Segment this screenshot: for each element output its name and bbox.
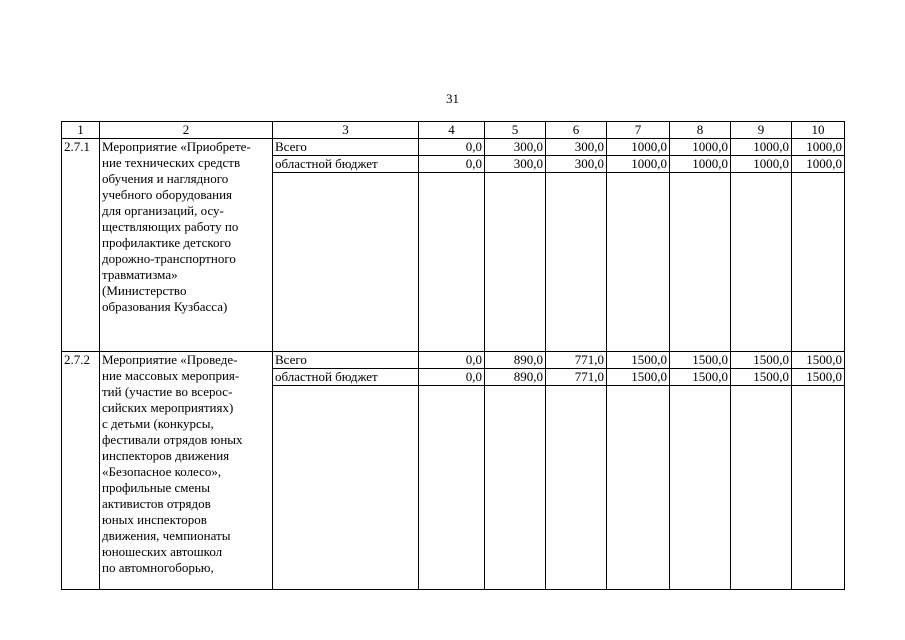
column-header: 10	[792, 122, 845, 139]
description-line: по автомногоборью,	[102, 560, 214, 575]
description-line: юных инспекторов	[102, 512, 207, 527]
row-description	[100, 139, 273, 352]
description-line: ние массовых мероприя-	[102, 368, 240, 383]
description-line: профильные смены	[102, 480, 210, 495]
value-cell: 300,0	[485, 156, 546, 173]
value-cell: 890,0	[485, 369, 546, 386]
column-header: 4	[419, 122, 485, 139]
column-header: 3	[273, 122, 419, 139]
description-line: образования Кузбасса)	[102, 299, 228, 314]
value-cell: 0,0	[419, 139, 485, 156]
empty-cell	[731, 173, 792, 352]
table-row	[62, 352, 845, 369]
description-line: дорожно-транспортного	[102, 251, 236, 266]
column-header: 5	[485, 122, 546, 139]
value-cell: 1500,0	[792, 369, 845, 386]
description-line: тий (участие во всерос-	[102, 384, 233, 399]
funding-source: Всего	[273, 139, 419, 156]
value-cell: 1500,0	[731, 369, 792, 386]
description-line: ществляющих работу по	[102, 219, 239, 234]
description-line: сийских мероприятиях)	[102, 400, 234, 415]
description-line: активистов отрядов	[102, 496, 211, 511]
description-line: фестивали отрядов юных	[102, 432, 243, 447]
value-cell: 1500,0	[670, 352, 731, 369]
empty-cell	[792, 173, 845, 352]
empty-cell	[546, 386, 607, 590]
value-cell: 1500,0	[792, 352, 845, 369]
table-row	[62, 139, 845, 156]
value-cell: 1000,0	[731, 156, 792, 173]
value-cell: 1500,0	[731, 352, 792, 369]
description-line: «Безопасное колесо»,	[102, 464, 222, 479]
funding-source: областной бюджет	[273, 369, 419, 386]
description-line: обучения и наглядного	[102, 171, 229, 186]
row-description	[100, 352, 273, 590]
description-line: движения, чемпионаты	[102, 528, 231, 543]
description-line: (Министерство	[102, 283, 187, 298]
empty-cell	[670, 173, 731, 352]
column-header: 9	[731, 122, 792, 139]
empty-cell	[485, 386, 546, 590]
value-cell: 1000,0	[670, 139, 731, 156]
value-cell: 1000,0	[731, 139, 792, 156]
budget-table	[61, 121, 845, 590]
description-line: травматизма»	[102, 267, 178, 282]
description-line: инспекторов движения	[102, 448, 230, 463]
column-header: 7	[607, 122, 670, 139]
column-header: 8	[670, 122, 731, 139]
description-line: профилактике детского	[102, 235, 232, 250]
value-cell: 0,0	[419, 156, 485, 173]
value-cell: 300,0	[485, 139, 546, 156]
empty-cell	[485, 173, 546, 352]
empty-cell	[273, 386, 419, 590]
description-line: учебного оборудования	[102, 187, 233, 202]
value-cell: 890,0	[485, 352, 546, 369]
row-code: 2.7.1	[62, 139, 100, 352]
value-cell: 1000,0	[607, 139, 670, 156]
empty-cell	[546, 173, 607, 352]
value-cell: 1000,0	[792, 156, 845, 173]
row-code: 2.7.2	[62, 352, 100, 590]
empty-cell	[607, 173, 670, 352]
empty-cell	[670, 386, 731, 590]
empty-cell	[607, 386, 670, 590]
page-number: 31	[446, 91, 459, 106]
value-cell: 771,0	[546, 369, 607, 386]
value-cell: 1500,0	[607, 369, 670, 386]
description-line: для организаций, осу-	[102, 203, 224, 218]
description-line: Мероприятие «Проведе-	[102, 352, 238, 367]
value-cell: 1000,0	[607, 156, 670, 173]
description-line: с детьми (конкурсы,	[102, 416, 214, 431]
funding-source: Всего	[273, 352, 419, 369]
empty-cell	[419, 173, 485, 352]
description-line: Мероприятие «Приобрете-	[102, 139, 251, 154]
value-cell: 1000,0	[792, 139, 845, 156]
description-line: ние технических средств	[102, 155, 241, 170]
funding-source: областной бюджет	[273, 156, 419, 173]
column-header: 6	[546, 122, 607, 139]
value-cell: 1500,0	[670, 369, 731, 386]
value-cell: 1000,0	[670, 156, 731, 173]
empty-cell	[419, 386, 485, 590]
description-line: юношеских автошкол	[102, 544, 223, 559]
table-header-row	[62, 122, 845, 139]
column-header: 2	[100, 122, 273, 139]
value-cell: 0,0	[419, 352, 485, 369]
empty-cell	[792, 386, 845, 590]
empty-cell	[731, 386, 792, 590]
value-cell: 1500,0	[607, 352, 670, 369]
value-cell: 771,0	[546, 352, 607, 369]
value-cell: 300,0	[546, 139, 607, 156]
column-header: 1	[62, 122, 100, 139]
value-cell: 0,0	[419, 369, 485, 386]
value-cell: 300,0	[546, 156, 607, 173]
empty-cell	[273, 173, 419, 352]
